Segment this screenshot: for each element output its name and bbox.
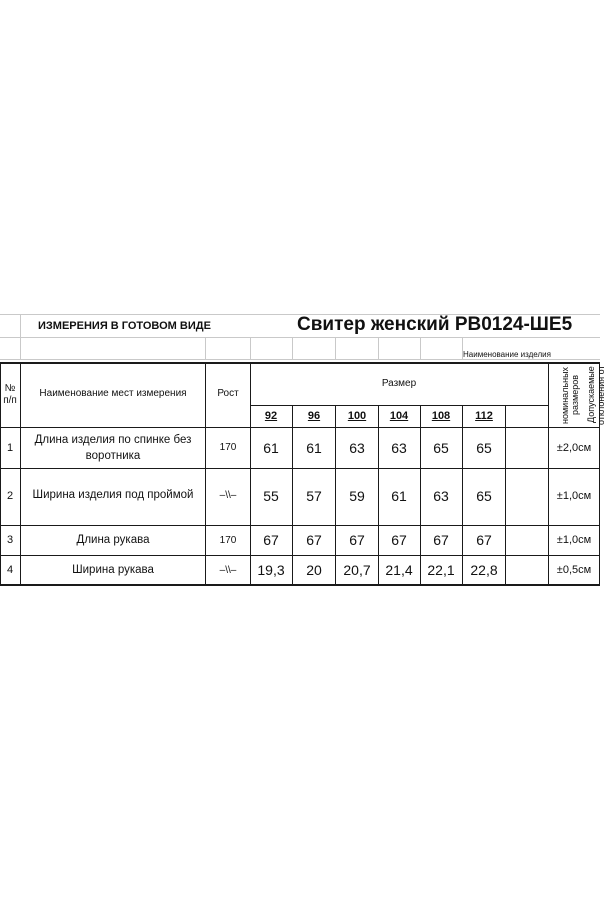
- row-4-num: 4: [6, 564, 14, 576]
- column-header-num: № п/п: [3, 383, 17, 406]
- col-separator: [335, 405, 336, 586]
- row-4-value: 20: [306, 562, 322, 578]
- col-separator: [505, 405, 506, 586]
- size-100: 100: [347, 410, 367, 422]
- grid-line: [378, 337, 379, 360]
- grid-line: [250, 337, 251, 360]
- col-separator: [205, 362, 206, 586]
- size-96: 96: [307, 410, 321, 422]
- row-2-value: 65: [476, 488, 492, 504]
- row-separator: [250, 405, 548, 406]
- row-3-value: 67: [306, 532, 322, 548]
- row-separator: [0, 427, 600, 428]
- row-1-name-line1: Длина изделия по спинке без: [34, 434, 192, 446]
- row-2-value: 59: [349, 488, 365, 504]
- row-4-value: 22,1: [427, 562, 455, 578]
- column-header-size-group: Размер: [381, 378, 417, 389]
- row-1-value: 65: [433, 440, 449, 456]
- row-3-height: 170: [219, 535, 237, 546]
- table-border-bottom: [0, 584, 600, 586]
- grid-line: [20, 314, 21, 360]
- row-separator: [0, 525, 600, 526]
- row-2-value: 55: [263, 488, 279, 504]
- row-1-value: 61: [263, 440, 279, 456]
- row-3-tolerance: ±1,0см: [556, 534, 592, 546]
- size-112: 112: [475, 410, 493, 422]
- row-1-name-line2: воротника: [85, 450, 141, 462]
- product-title: Свитер женский РВ0124-ШЕ5: [297, 314, 573, 335]
- row-2-tolerance: ±1,0см: [556, 490, 592, 502]
- row-4-value: 22,8: [470, 562, 498, 578]
- row-2-value: 57: [306, 488, 322, 504]
- col-separator: [420, 405, 421, 586]
- row-4-value: 19,3: [257, 562, 285, 578]
- grid-line: [0, 359, 600, 360]
- left-title: ИЗМЕРЕНИЯ В ГОТОВОМ ВИДЕ: [38, 320, 211, 332]
- row-3-value: 67: [391, 532, 407, 548]
- grid-line: [292, 337, 293, 360]
- row-3-num: 3: [6, 534, 14, 546]
- row-1-value: 63: [391, 440, 407, 456]
- row-1-tolerance: ±2,0см: [556, 442, 592, 454]
- grid-line: [335, 337, 336, 360]
- row-3-value: 67: [476, 532, 492, 548]
- row-2-value: 63: [433, 488, 449, 504]
- row-1-num: 1: [6, 442, 14, 454]
- row-4-name: Ширина рукава: [72, 564, 154, 576]
- row-3-value: 67: [349, 532, 365, 548]
- table-border-left: [0, 362, 1, 586]
- column-header-height: Рост: [217, 388, 239, 399]
- row-1-value: 65: [476, 440, 492, 456]
- col-separator: [462, 405, 463, 586]
- col-separator: [548, 362, 549, 586]
- row-3-value: 67: [433, 532, 449, 548]
- col-separator: [292, 405, 293, 586]
- table-border-top: [0, 362, 600, 364]
- row-1-value: 61: [306, 440, 322, 456]
- row-3-value: 67: [263, 532, 279, 548]
- row-4-height: –\\–: [219, 565, 237, 576]
- column-header-deviation-b: номинальных размеров: [560, 366, 580, 424]
- column-header-deviation-a: Допускаемые отклонения от: [586, 365, 606, 425]
- row-2-height: –\\–: [219, 490, 237, 501]
- col-separator: [378, 405, 379, 586]
- row-2-name: Ширина изделия под проймой: [32, 489, 194, 501]
- grid-line: [205, 337, 206, 360]
- row-1-height: 170: [219, 442, 237, 453]
- col-separator: [20, 362, 21, 586]
- row-4-value: 20,7: [343, 562, 371, 578]
- col-separator: [250, 362, 251, 586]
- grid-line: [420, 337, 421, 360]
- size-92: 92: [264, 410, 278, 422]
- row-3-name: Длина рукава: [76, 534, 150, 546]
- row-2-value: 61: [391, 488, 407, 504]
- row-separator: [0, 555, 600, 556]
- row-4-tolerance: ±0,5см: [556, 564, 592, 576]
- product-name-label: Наименование изделия: [463, 350, 551, 359]
- size-104: 104: [389, 410, 409, 422]
- column-header-name: Наименование мест измерения: [39, 388, 187, 399]
- row-4-value: 21,4: [385, 562, 413, 578]
- row-1-value: 63: [349, 440, 365, 456]
- row-separator: [0, 468, 600, 469]
- size-108: 108: [431, 410, 451, 422]
- row-2-num: 2: [6, 490, 14, 502]
- grid-line: [0, 337, 600, 338]
